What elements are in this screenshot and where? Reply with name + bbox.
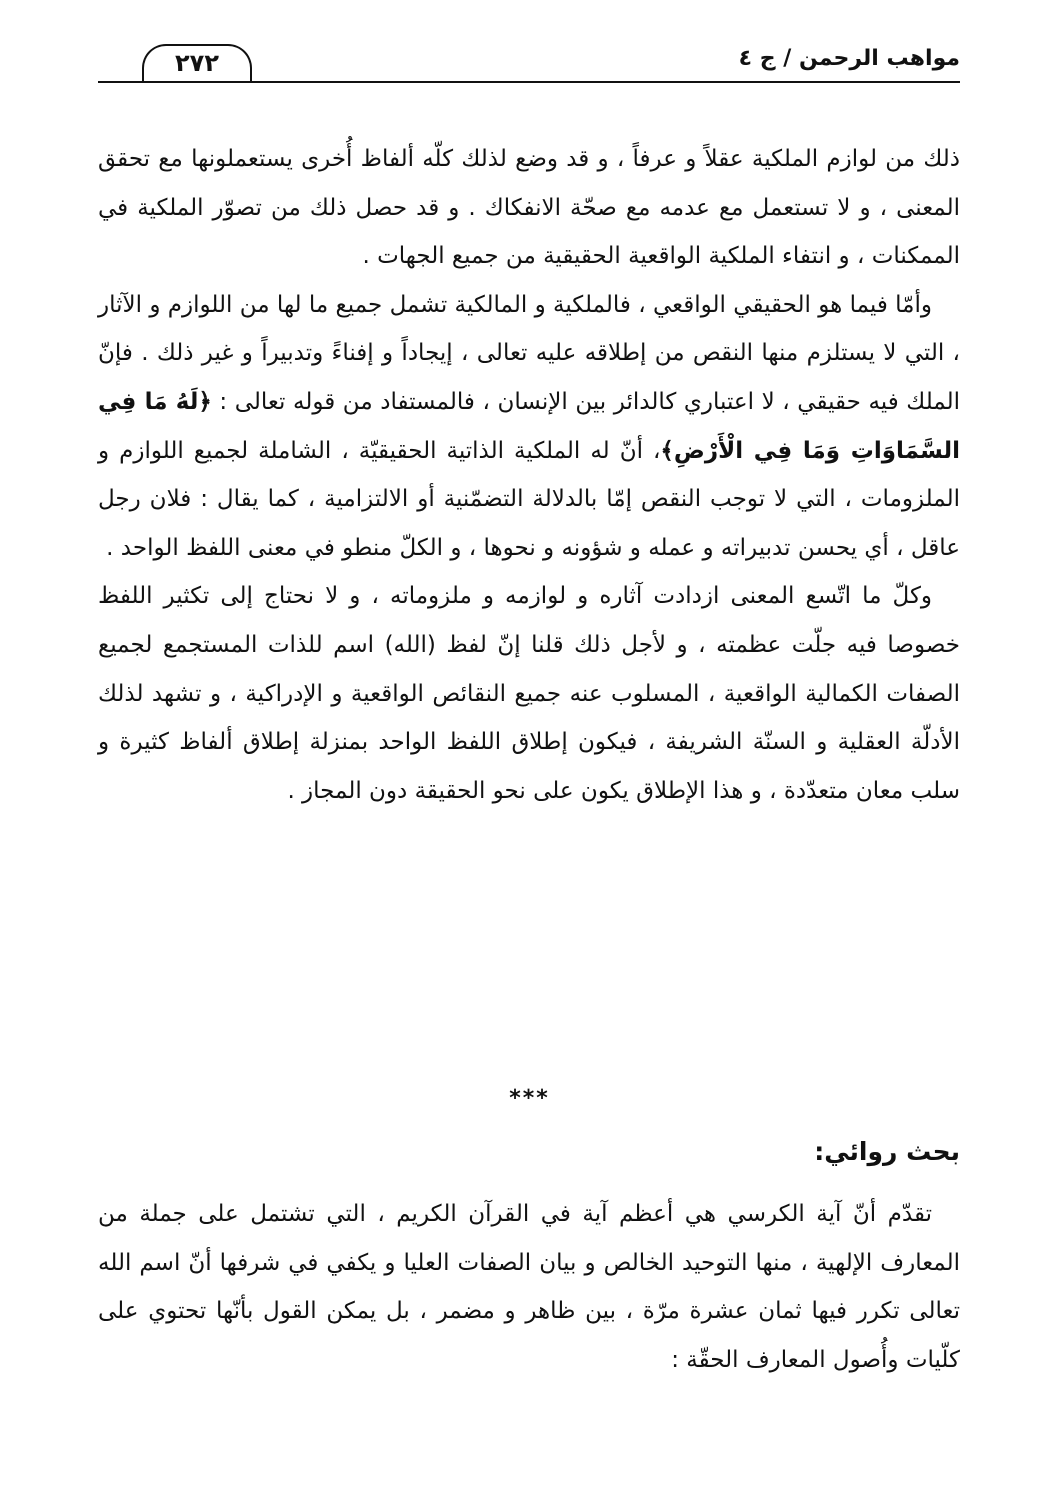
paragraph-2	[98, 281, 960, 573]
section-paragraph-1: تقدّم أنّ آية الكرسي هي أعظم آية في القرآن الكريم ، التي تشتمل على جملة من المعارف الإلهية ، منها التوحيد الخالص و بيان الصفات العليا و يكفي في شرفها أنّ اسم الله تعالى تكرر فيها ثمان عشرة مرّة ، بين ظاهر و مضمر ، بل يمكن القول بأنّها تحتوي على كلّيات وأُصول المعارف الحقّة :	[98, 1201, 960, 1373]
section-separator: ***	[509, 1086, 550, 1111]
quran-verse: ﴿لَهُ مَا فِي السَّمَاوَاتِ وَمَا فِي الْأَرْضِ﴾	[98, 388, 960, 464]
running-title: مواهب الرحمن / ج ٤	[738, 46, 960, 71]
section-text	[98, 1190, 960, 1384]
paragraph-1: ذلك من لوازم الملكية عقلاً و عرفاً ، و قد وضع لذلك كلّه ألفاظ أُخرى يستعملونها مع تحقق المعنى ، و لا تستعمل مع عدمه مع صحّة الانفكاك . و قد حصل ذلك من تصوّر الملكية في الممكنات ، و انتفاء الملكية الواقعية الحقيقية من جميع الجهات .	[98, 146, 960, 270]
header-rule	[98, 81, 960, 83]
page-header	[98, 40, 960, 88]
paragraph-2-part-1: وأمّا فيما هو الحقيقي الواقعي ، فالملكية و المالكية تشمل جميع ما لها من اللوازم و الآثار ، التي لا يستلزم منها النقص من إطلاقه عليه تعالى ، إيجاداً و إفناءً وتدبيراً و غير ذلك . فإنّ الملك فيه حقيقي ، لا اعتباري كالدائر بين الإنسان ، فالمستفاد من قوله تعالى :	[98, 291, 961, 415]
main-text	[98, 135, 960, 815]
section-heading: بحث روائي:	[814, 1137, 960, 1166]
page-number: ٢٧٢	[142, 44, 252, 82]
paragraph-3: وكلّ ما اتّسع المعنى ازدادت آثاره و لوازمه و ملزوماته ، و لا نحتاج إلى تكثير اللفظ خصوصا فيه جلّت عظمته ، و لأجل ذلك قلنا إنّ لفظ (الله) اسم للذات المستجمع لجميع الصفات الكمالية الواقعية ، المسلوب عنه جميع النقائص الواقعية و الإدراكية ، و تشهد لذلك الأدلّة العقلية و السنّة الشريفة ، فيكون إطلاق اللفظ الواحد بمنزلة إطلاق ألفاظ كثيرة و سلب معان متعدّدة ، و هذا الإطلاق يكون على نحو الحقيقة دون المجاز .	[98, 583, 960, 804]
paragraph-2-part-2: ، أنّ له الملكية الذاتية الحقيقيّة ، الشاملة لجميع اللوازم و الملزومات ، التي لا توجب النقص إمّا بالدلالة التضمّنية أو الالتزامية ، كما يقال : فلان رجل عاقل ، أي يحسن تدبيراته و عمله و شؤونه و نحوها ، و الكلّ منطو في معنى اللفظ الواحد .	[98, 437, 960, 561]
